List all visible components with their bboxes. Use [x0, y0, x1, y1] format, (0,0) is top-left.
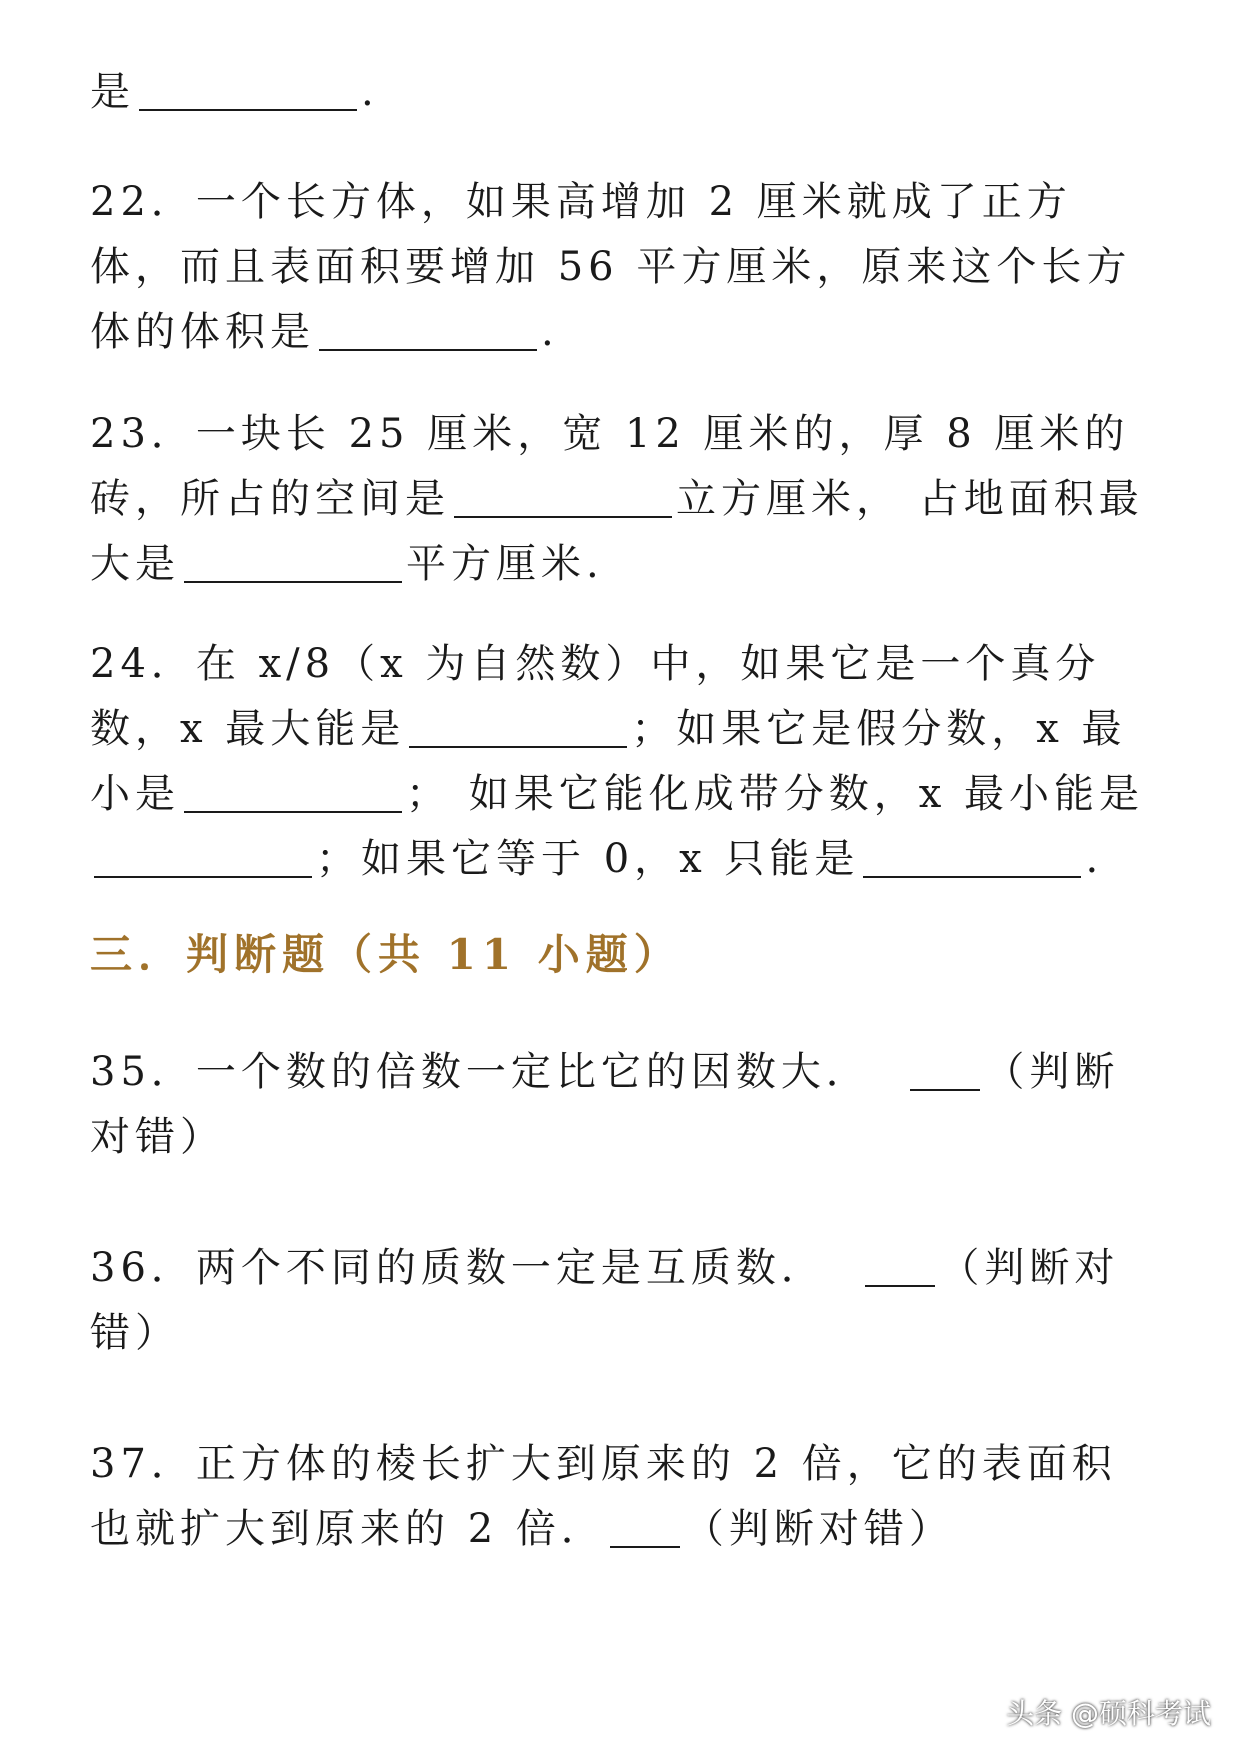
answer-blank[interactable]	[863, 832, 1081, 878]
question-37	[90, 1432, 1150, 1562]
answer-blank[interactable]	[409, 702, 627, 748]
q24-text-4: ；如果它等于 0，x 只能是	[316, 836, 860, 882]
answer-blank[interactable]	[184, 767, 402, 813]
section-heading: 三．判断题（共 11 小题）	[90, 930, 682, 979]
q23-end: 平方厘米.	[406, 541, 604, 587]
question-22	[90, 170, 1150, 365]
q21-end: .	[361, 69, 379, 115]
answer-blank[interactable]	[139, 65, 357, 111]
question-24	[90, 632, 1150, 892]
answer-blank[interactable]	[865, 1241, 935, 1287]
q24-text-3: ； 如果它能化成带分数，x 最小能是	[406, 771, 1144, 817]
question-23	[90, 402, 1150, 597]
watermark-text: 头条 @硕科考试	[1006, 1697, 1211, 1730]
q37-text: 37．正方体的棱长扩大到原来的 2 倍，它的表面积也就扩大到原来的 2 倍．	[90, 1441, 1117, 1552]
q23-text-1: 23．一块长 25 厘米，宽 12 厘米的，厚 8 厘米的砖，所占的空间是	[90, 411, 1130, 522]
q35-text: 35．一个数的倍数一定比它的因数大．	[90, 1049, 871, 1095]
answer-blank[interactable]	[319, 305, 537, 351]
q36-text: 36．两个不同的质数一定是互质数．	[90, 1245, 826, 1291]
q36-end: （判断对错）	[90, 1245, 1120, 1356]
q22-end: .	[541, 309, 559, 355]
q24-text-1: 24．在 x/8（x 为自然数）中，如果它是一个真分数，x 最大能是	[90, 641, 1101, 752]
answer-blank[interactable]	[454, 472, 672, 518]
answer-blank[interactable]	[910, 1045, 980, 1091]
q21-text: 是	[90, 69, 135, 115]
q24-text-2: ；如果它是假分数，x 最小是	[90, 706, 1127, 817]
q24-end: .	[1085, 836, 1104, 882]
question-21-tail	[90, 60, 379, 125]
q22-text: 22．一个长方体，如果高增加 2 厘米就成了正方体，而且表面积要增加 56 平方厘米，原来这个长方体的体积是	[90, 179, 1132, 355]
answer-blank[interactable]	[610, 1502, 680, 1548]
q23-text-2: 立方厘米， 占地面积最大是	[90, 476, 1144, 587]
question-35	[90, 1040, 1150, 1170]
q35-end: （判断对错）	[90, 1049, 1120, 1160]
answer-blank[interactable]	[94, 832, 312, 878]
answer-blank[interactable]	[184, 537, 402, 583]
q37-end: （判断对错）	[683, 1506, 954, 1552]
question-36	[90, 1236, 1150, 1366]
